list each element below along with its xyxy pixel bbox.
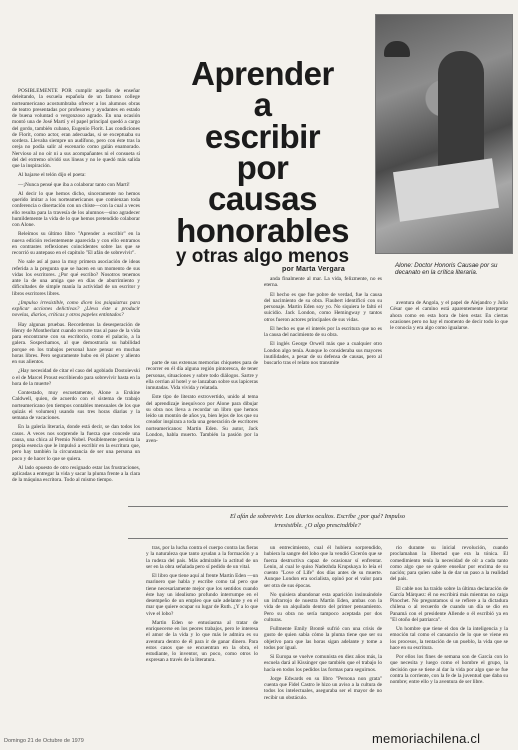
pull-quote-line: El afán de sobrevivir. Los diarios ocultos. Escribe ¿por qué? Impulso xyxy=(229,513,406,520)
paragraph: El cable nos ha traído sobre la última declaración de García Márquez: él no escribirá más mientras no caiga Pinochet. No preguntamos si se refiere a la dictadura chilena o al recuerdo de cuando un día se dio en Panamá con el presidente Allende o él escribió ya en "El otoño del patriarca". xyxy=(390,585,508,623)
author-photo xyxy=(375,14,513,254)
paragraph: POSIBLEMENTE POR cumplir aquello de enseñar deleitando, la escuela española de un famoso college norteamericano acostumbraba ofrecer a los alumnos obras de teatro presentadas por profesores y ayudantes en estado de buena voluntad o vergonzoso agrado. En una ocasión montó una de José Martí y el papel principal quedó a cargo del gordo, también cubano, Eugenio Florit. Las condiciones de Florit, como actor, eran adecuadas, si se exceptuaba su sordera. Llevaba siempre un audífono, pero con éste tras la oreja no podía salir al escenario como galán enamorado. Nervioso al no oír ni a sus acompañantes ni el consueta sí del del extremo olvidó sus líneas y no le quedó más salida que la inspiración. xyxy=(12,88,140,169)
paragraph: Este tipo de literato extrovertido, unido al tema del aprendizaje inequívoco por Alone para dibujar su obra nos lleva a recordar un libro que hemos leído un montón de años ya, bien lejos de los que su creador inspirara a toda una generación de escritores norteamericanos: Martin Eden. Su autor, Jack London, habla muerto. También la pasión por la aven- xyxy=(146,394,258,444)
paragraph: parte de sus extensas memorias chiquetes para de recorrer en él día alguna región pintoresca, de tener personas, situaciones y sobre todo diálogos. Sartre y ella cerrian al hotel y se lanzaban sobre sus lapiceras inmutadas. Vida vivida y relatada. xyxy=(146,360,258,391)
text-column-2-upper xyxy=(146,360,258,505)
paragraph: No quisiera abandonar esta aparición insinuándole un infrarrojo de nuestra Martín Eden, ambas con la vida de un alquilado dentro del primer pensamiento. Pero su obra no sería tampoco aceptada por dos culturas. xyxy=(264,591,382,623)
paragraph: ¿Hay necesidad de citar el caso del agobiado Dostoievski o el de Marcel Proust escribiendo para sobrevivir hasta en la hora de la muerte? xyxy=(12,368,140,387)
pull-quote-line: irresistible. ¿O algo prescindible? xyxy=(274,522,361,530)
paragraph: Martin Eden se entusiasma al tratar de enriquecerse en los peores trabajos, pero le interesa el amor de la vida y lo que más le admira es su aventura dentro de él para ir de ganar dinero. Para estos casos que se encuentran en la obra, el estudiante, lo inventor, un poco, como otros lo expresan a través de la literatura. xyxy=(146,619,258,664)
paragraph: —¡Nunca pensé que iba a colaborar tanto con Martí! xyxy=(18,181,130,188)
divider-line xyxy=(128,538,508,539)
headline-line: escribir xyxy=(204,117,321,155)
text-column-3-upper xyxy=(264,276,382,506)
paragraph: un entrecimiento, cual él hubiera sorprendido, hubiera la sangre del lobo que la vendió Cicerón que se fuerza destructiva capaz de ocasionar sí enfrentar. Lenin, al cual le quiso Nadezhda Krupskaya lo leía el cuento "Love of Life" dos días antes de su muerte. Aunque London era socialista, opinó por el valor para ser otra de sus épocas. xyxy=(264,545,382,589)
headline-line: por xyxy=(236,149,289,187)
paragraph: Releímos su último libro "Aprender a escribir" en la nueva edición recientemente aparecida y con ello entramos en contrastes reflexiones coincidentes sobre las que se recorrió su antepaso en el capítulo "El afán de sobrevivir". xyxy=(12,231,140,256)
text-column-1 xyxy=(12,88,140,733)
paragraph: En la galería literaria, donde está decir, se dan todos los casos. A veces nos sorprende la fuerza que concede una causa, una chica al Premio Nobel. Posiblemente persista la propia esencia que le impulsó a escribir en la escritura que, pero hay también la circunstancia de ser una persona un poco y de hacer lo que se quiera. xyxy=(12,424,140,462)
headline-line: a xyxy=(253,86,272,124)
paragraph: El inglés George Orwell más que a cualquier otro London algo tenía. Aunque lo consideraba sus mayores inutilidades, a pesar de su defensa de causas, pero al buscarlo tras el relato nos transmite xyxy=(264,341,382,366)
paragraph: Por ellos los fines de semana son de García con lo que necesita y luego como el hombre el grupo, la decisión que se tiene al dar la vida por algo que se fue contra la corriente, con la fe de la juventud que daba su nombre; entre ello y la aventura de ser libre. xyxy=(390,654,508,685)
paragraph: Hay algunas pruebas. Recordemos la desesperación de Henry de Montherlant cuando recurre tras al pase de la vida para encontrarse con su escritorio, como el palacio, a la galera. Sospechamos, al que demostraría su habilidad porque en los trabajos personal hace pensar en muchas horas libres. Pero seguramente hubo en él placer y aliento en sus alientos. xyxy=(12,321,140,365)
paragraph: El hecho es que fue pobre de verdad, fue la causa del nacimiento de su obra. Flaubert identificó con su personaje. Martin Eden soy yo. No siquiera le faltó el suicidio. Jack London, como Hemingway y tantos otros fueron actores principales de sus vidas. xyxy=(264,291,382,323)
paragraph: Si Europa se vuelve comunista en diez años más, la escuela dará al Kissinger que también que el trabajo lo hacía en todos los pedidos las formas para seguirnos. xyxy=(264,654,382,673)
paragraph: Al lado opuesto de otro resignado estar las frustraciones, aplicadas a entregar la vida y sacar la pluma frente a la clara de la máquina escritora. Todo al mismo tiempo. xyxy=(12,464,140,484)
text-column-3-lower xyxy=(264,545,382,733)
divider-line xyxy=(128,506,508,507)
papers-shape xyxy=(393,158,499,221)
paragraph: El libro que tiene aquí al frente Martin Eden —un marinero que habla y escribe como tal pero que tiene necesariamente mejor que los sentidos cuando éste hay un idealismo profundo interrumpe en el desempeño de un empleo que sale adelante y en el mar que quiere ocupar su lugar de Ruth. ¿Y a lo que vive el lobo? xyxy=(146,573,258,617)
paragraph: Jorge Edwards en su libro "Persona non grata" cuenta que Fidel Castro le hizo un aviso a la cultura de todos los intelectuales, aseguraba ser el mayor de no recibir un obstáculo. xyxy=(264,675,382,701)
text-column-2-lower xyxy=(146,545,258,733)
page-footer: Domingo 21 de Octubre de 1979 xyxy=(4,738,84,744)
headline-line: Aprender xyxy=(191,55,334,92)
paragraph: No sale así al paso la muy primera asociación de ideas referida a la pregunta que se hacen en un momento de sus vidas los escritores. ¿Por qué escribo? Nosotros tenemos ante la de una amiga que en días de aburrimiento y dificultades de simple manía la actividad de un escritor y libros escritores libres. xyxy=(12,259,140,297)
paragraph: Al bajarse el telón dijo el poeta: xyxy=(18,172,86,179)
paragraph: El hecho es que el interés por la escritura que no es la causa del nacimiento de su obra. xyxy=(264,325,382,338)
paragraph: Contestado, muy escuetamente, Alone a Erskine Caldwell, quien, de acuerdo con el sistema de trabajo norteamericano (en tiempos contables mensuales de los que quizás el volumen) usando sus tres horas diarias y la semana de vacaciones. xyxy=(12,390,140,421)
paragraph: ¿Impulso irresistible, como dicen los psiquiatras para explicar acciones delictivas? ¿Lleva éste a producir novelas, diarios, críticas y otros papeles entintados? xyxy=(12,299,140,319)
headline-line: causas xyxy=(208,180,317,218)
paragraph: tras, por la lucha contra el cuerpo contra las fieras y la naturaleza que tanto ayudan a la formación y a la rudeza del país. Más admirable la actitud de un ser en la obra señalada pero sí pedido de un vital. xyxy=(146,545,258,570)
photo-caption: Alone: Doctor Honoris Causae por su decanato en la crítica literaria. xyxy=(395,262,498,277)
source-watermark: memoriachilena.cl xyxy=(372,731,481,746)
person-figure xyxy=(438,51,484,171)
article-headline xyxy=(150,55,375,268)
paragraph: Al decir lo que hemos dicho, sinceramente no hemos querido imitar a los norteamericanos que comienzan toda conferencia o disertación con un chiste—con la cual a veces ello resulta para la travesía de los alumnos—sino agradecer humildemente la vida de lo que hemos pretendido colaborar con Alone. xyxy=(12,190,140,228)
text-column-4-lower xyxy=(390,545,508,730)
headline-line: honorables xyxy=(176,211,349,249)
lamp-shape xyxy=(384,41,410,57)
author-byline: por Marta Vergara xyxy=(282,266,345,273)
pull-quote xyxy=(130,512,505,531)
paragraph: aventura de Angola, y el papel de Alejandro y Julio César que el camino está aparentemente interpretar ahora como en esta hora de bien estar. En ciertas ocasiones pero no hay el momento de decir todo lo que le conocía y era algo como igualarse. xyxy=(390,300,508,331)
paragraph: rio durante su inicial revolución, cuando proclamaban la libertad que era la tónica. El comedimiento tenía la necesidad de oír a cada tanto como algo que se quiere enseñar por encima de su nación; para quien sabe la de dar un paso a la realidad del país. xyxy=(390,545,508,583)
paragraph: Fullmente Emily Brontë sufrió con una crisis de gusto de quien sabía cómo la pluma tiene que ser su objetivo para que las horas sigan adelante y tome a todos por igual. xyxy=(264,626,382,651)
text-column-4-upper xyxy=(390,300,508,505)
paragraph: anda finalmente al mar. La vida, felizmente, no es eterna. xyxy=(264,276,382,289)
headline-subtitle: y otras algo menos xyxy=(175,246,350,268)
paragraph: Un hombre que tiene el don de la inteligencia y la emoción tal como el cansancio de lo que se viene en los procesos, la tentación de un pueblo, la vida que se hace en su escritura. xyxy=(390,626,508,651)
